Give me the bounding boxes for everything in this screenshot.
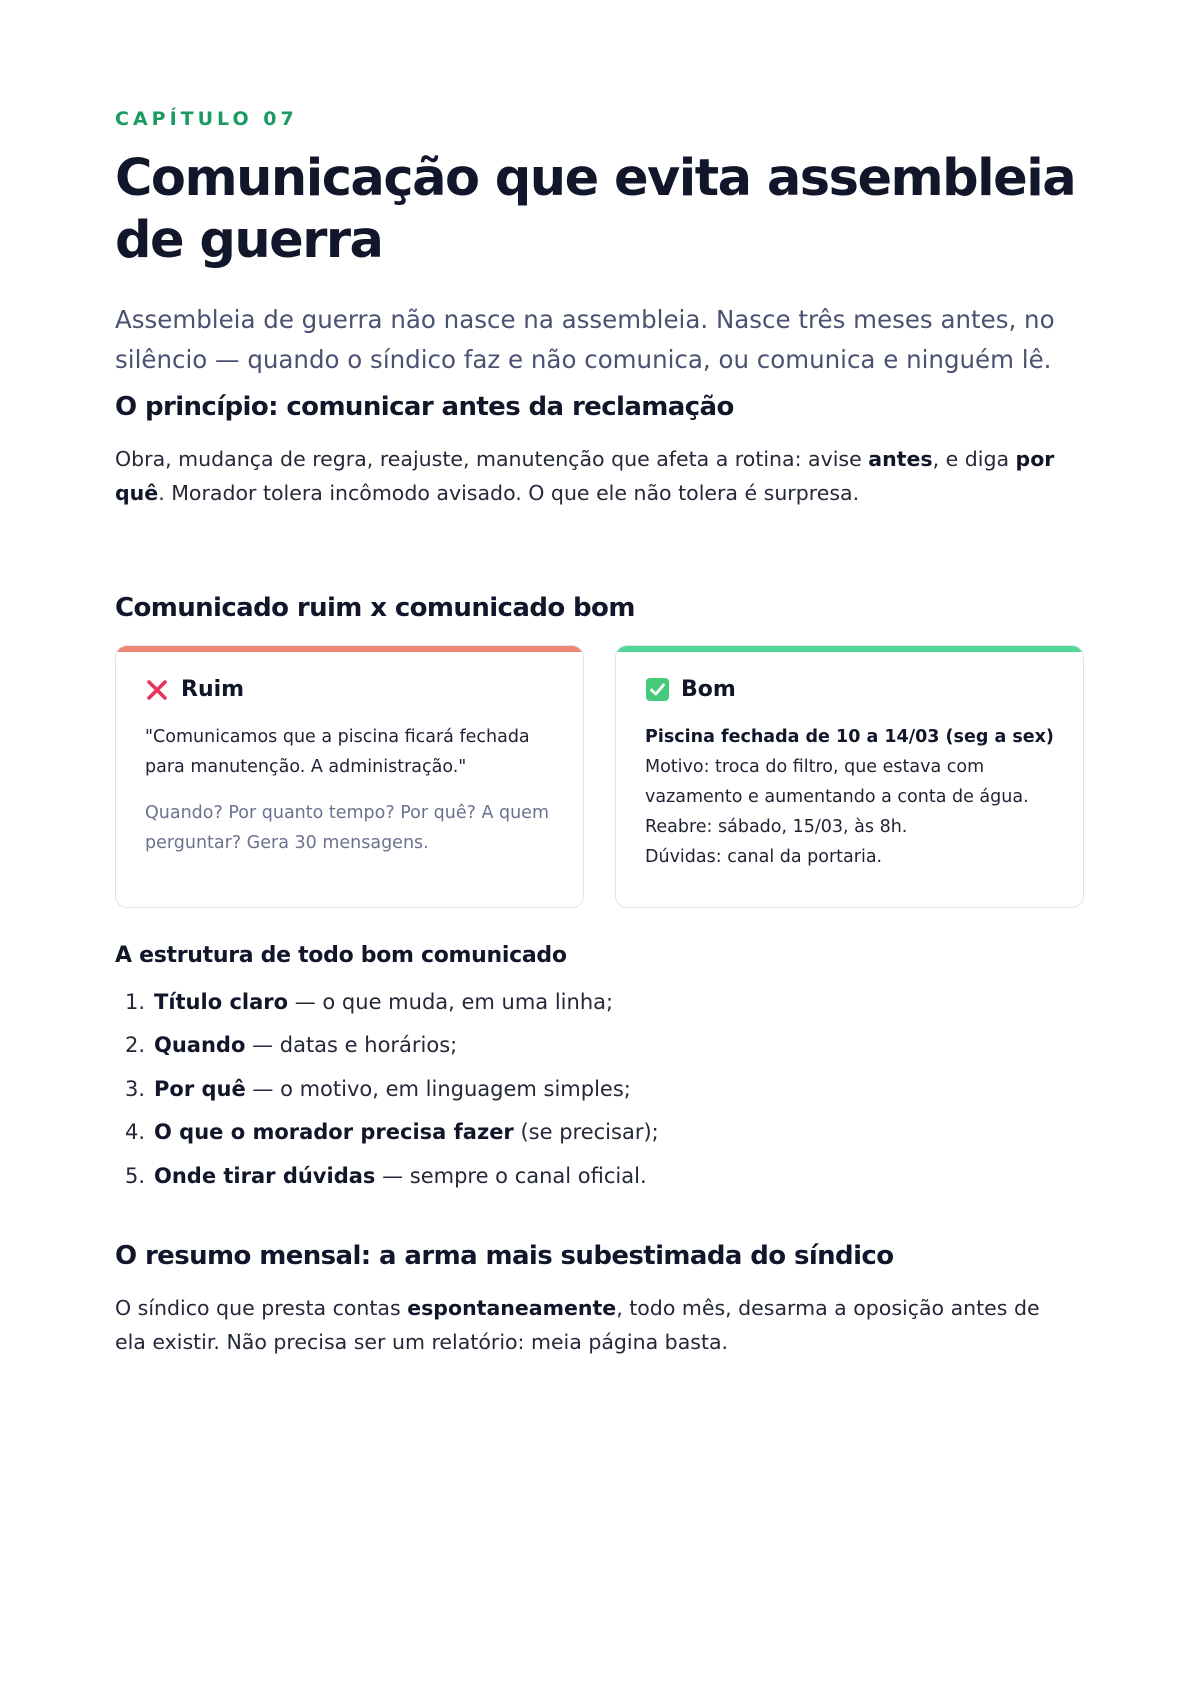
good-notice-line: Motivo: troca do filtro, que estava com vazamento e aumentando a conta de água. xyxy=(645,757,1029,807)
good-card-header xyxy=(645,677,736,702)
list-item: 1. Título claro — o que muda, em uma linha; xyxy=(125,989,614,1014)
bad-card-label: Ruim xyxy=(181,677,245,702)
bad-card-body xyxy=(145,722,565,858)
section-heading-principle: O princípio: comunicar antes da reclamação xyxy=(115,392,734,422)
cross-icon xyxy=(145,678,169,702)
principle-paragraph: Obra, mudança de regra, reajuste, manutenção que afeta a rotina: avise antes, e diga por quê. Morador tolera incômodo avisado. O que ele não tolera é surpresa. xyxy=(115,447,1055,505)
bad-notice-quote: "Comunicamos que a piscina ficará fechada para manutenção. A administração." xyxy=(145,727,530,777)
good-notice-headline: Piscina fechada de 10 a 14/03 (seg a sex) xyxy=(645,727,1054,747)
structure-list xyxy=(115,980,659,1198)
list-item: 3. Por quê — o motivo, em linguagem simples; xyxy=(125,1076,631,1101)
section-heading-comparison: Comunicado ruim x comunicado bom xyxy=(115,593,635,623)
monthly-summary-paragraph: O síndico que presta contas espontaneamente, todo mês, desarma a oposição antes de ela existir. Não precisa ser um relatório: meia página basta. xyxy=(115,1296,1040,1354)
structure-heading: A estrutura de todo bom comunicado xyxy=(115,943,567,968)
bad-notice-critique: Quando? Por quanto tempo? Por quê? A quem perguntar? Gera 30 mensagens. xyxy=(145,803,549,853)
list-item: 2. Quando — datas e horários; xyxy=(125,1033,458,1058)
chapter-kicker: CAPÍTULO 07 xyxy=(115,108,298,130)
lead-paragraph: Assembleia de guerra não nasce na assembleia. Nasce três meses antes, no silêncio — quando o síndico faz e não comunica, ou comunica e ninguém lê. xyxy=(115,305,1055,374)
page-title: Comunicação que evita assembleia de guerra xyxy=(115,149,1076,270)
good-notice-line: Dúvidas: canal da portaria. xyxy=(645,847,883,867)
bad-card-accent-bar xyxy=(116,646,583,652)
list-item: 5. Onde tirar dúvidas — sempre o canal oficial. xyxy=(125,1163,647,1188)
good-notice-card xyxy=(615,645,1084,908)
bad-notice-card xyxy=(115,645,584,908)
check-box-icon xyxy=(645,678,669,702)
bad-card-header xyxy=(145,677,244,702)
list-item: 4. O que o morador precisa fazer (se precisar); xyxy=(125,1120,659,1145)
section-heading-monthly-summary: O resumo mensal: a arma mais subestimada do síndico xyxy=(115,1241,894,1271)
good-card-body xyxy=(645,722,1065,872)
good-card-accent-bar xyxy=(616,646,1083,652)
good-notice-line: Reabre: sábado, 15/03, às 8h. xyxy=(645,817,908,837)
good-card-label: Bom xyxy=(681,677,736,702)
